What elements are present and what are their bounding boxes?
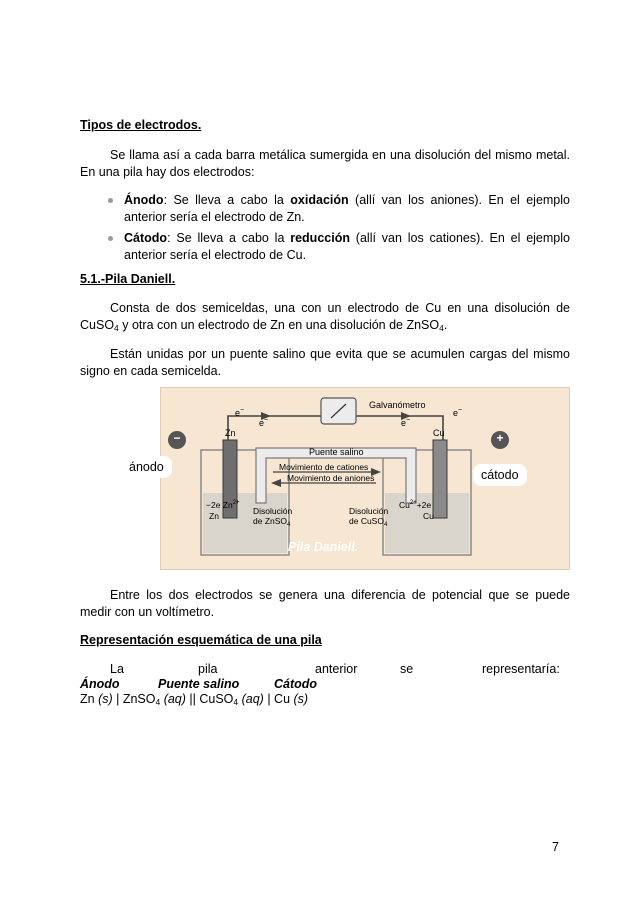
wire-right xyxy=(356,416,443,443)
electron-label: e− xyxy=(401,417,411,428)
daniell-cell-figure xyxy=(129,387,570,570)
salt-bridge-label: Puente salino xyxy=(309,447,364,457)
cu-label: Cu xyxy=(433,428,445,438)
zn-oxidation-reaction: −2e $Zn^{2+}$ xyxy=(206,500,240,510)
cell-notation: Zn (s) | ZnSO$_4$ (aq) || CuSO$_4$ (aq) | Cu (s) xyxy=(80,692,309,707)
section-heading-tipos: Tipos de electrodos. xyxy=(80,118,202,132)
anodo-callout: ánodo xyxy=(121,456,172,478)
figure-caption: Pila Daniell. xyxy=(288,540,359,554)
page-number: 7 xyxy=(552,840,559,854)
zn-label: Zn xyxy=(225,428,236,438)
anion-arrowhead xyxy=(271,479,281,487)
zn-solution-label: Disolución de ZnSO$_4$ xyxy=(253,506,293,528)
anion-movement-label: Movimiento de aniones xyxy=(287,473,375,483)
cu-product: Cu xyxy=(423,511,434,521)
section-heading-representacion: Representación esquemática de una pila xyxy=(80,633,322,647)
plus-sign: + xyxy=(496,431,504,445)
list-item-anodo: Ánodo: Se lleva a cabo la oxidación (allí van los aniones). En el ejemplo anterior sería el electrodo de Zn. xyxy=(108,192,570,226)
galvanometer-label: Galvanómetro xyxy=(369,400,426,410)
paragraph-voltimetro: Entre los dos electrodos se genera una diferencia de potencial que se puede medir con un voltímetro. xyxy=(80,588,570,619)
electron-label: e− xyxy=(259,417,269,428)
list-item-catodo: Cátodo: Se lleva a cabo la reducción (allí van los cationes). En el ejemplo anterior sería el electrodo de Cu. xyxy=(108,230,570,264)
zn-reactant: Zn xyxy=(209,511,219,521)
bullet-icon xyxy=(108,198,113,203)
wire-left xyxy=(228,416,321,443)
section-heading-daniell: 5.1.-Pila Daniell. xyxy=(80,272,176,286)
electron-label: e− xyxy=(453,407,463,418)
bullet-icon xyxy=(108,236,113,241)
electrode-list xyxy=(108,192,570,268)
electron-label: e− xyxy=(235,407,245,418)
catodo-callout: cátodo xyxy=(473,464,527,486)
cu-electrode xyxy=(433,440,447,518)
cu-reduction-reaction: $Cu^{2+}+2e$ xyxy=(399,500,432,510)
minus-sign: − xyxy=(173,431,181,445)
paragraph-daniell-1: Consta de dos semiceldas, una con un electrodo de Cu en una disolución de CuSO$_4$ y otra con un electrodo de Zn en una disolución de ZnSO$_4$. xyxy=(80,301,570,333)
cation-movement-label: Movimiento de cationes xyxy=(279,462,369,472)
paragraph-intro: Se llama así a cada barra metálica sumergida en una disolución del mismo metal. En una pila hay dos electrodos: xyxy=(80,148,570,179)
cu-solution-label: Disolución de CuSO$_4$ xyxy=(349,506,389,528)
paragraph-daniell-2: Están unidas por un puente salino que evita que se acumulen cargas del mismo signo en cada semicelda. xyxy=(80,347,570,378)
document-page: Tipos de electrodos. Se llama así a cada barra metálica sumergida en una disolución del mismo metal. En una pila hay dos electrodos: Ánodo: Se lleva a cabo la oxidación (allí van los aniones). En el ejemplo anterior sería el electrodo de Zn. Cátodo: Se lleva a cabo la reducción (allí van los cationes). En el ejemplo anterior sería el electrodo de Cu. 5.1.-Pila Daniell. Consta de dos semiceldas, una con un electrodo de Cu en una disolución de CuSO$_4$ y otra con un electrodo de Zn en una disolución de ZnSO$_4$. Están unidas por un puente salino que evita que se acumulen cargas del mismo signo en cada semicelda. Galvanómetro e− e− e− e− Zn Cu − + Puente salino Movimiento de cationes Movimiento de aniones −2e $Zn^{2+}$ Zn $Cu^{2+}+2e$ Cu Disolución de ZnSO$_4$ Disolución de CuSO$_4$ ánodo cátodo Pila Daniell. Entre los dos electrodos se genera una diferencia de potencial que se puede medir con un voltímetro. Representación esquemática de una pila La pila anterior se representaría: Ánodo Puente salino Cátodo Zn (s) | ZnSO$_4$ (aq) || CuSO$_4$ (aq) | Cu (s) 7 xyxy=(80,118,570,854)
